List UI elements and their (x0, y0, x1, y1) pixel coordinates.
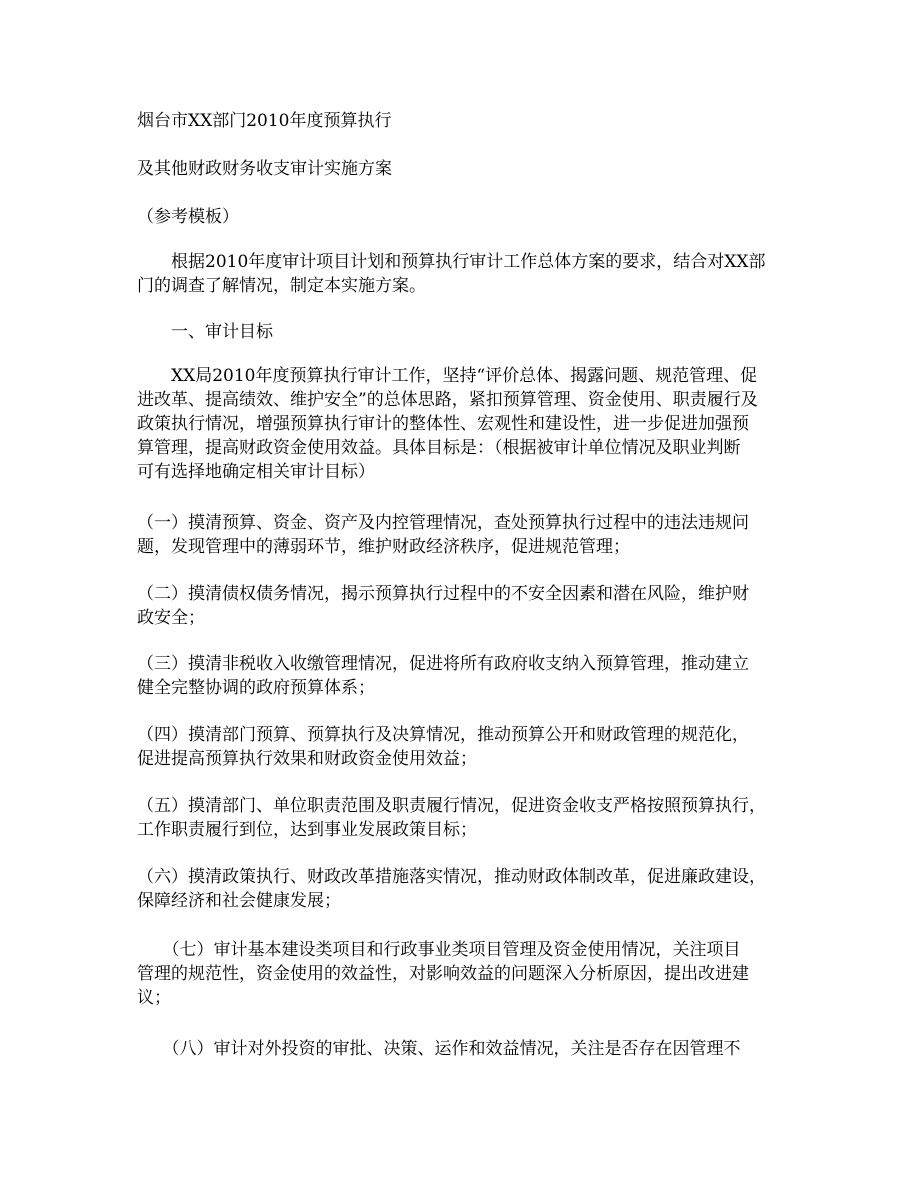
objective-line: 健全完整协调的政府预算体系； (137, 678, 375, 698)
objective-item-3 (137, 652, 787, 700)
objectives-line: 进改革、提高绩效、维护安全”的总体思路，紧扣预算管理、资金使用、职责履行及 (137, 390, 758, 410)
objective-line: （二）摸清债权债务情况，揭示预算执行过程中的不安全因素和潜在风险，维护财 (137, 584, 749, 604)
objective-item-4 (137, 723, 787, 771)
objectives-line: 可有选择地确定相关审计目标） (137, 462, 375, 482)
subtitle-text: （参考模板） (137, 207, 239, 227)
objectives-line: XX局2010年度预算执行审计工作，坚持“评价总体、揭露问题、规范管理、促 (137, 366, 758, 386)
objective-line: 议； (137, 988, 171, 1008)
objective-line: （七）审计基本建设类项目和行政事业类项目管理及资金使用情况，关注项目 (137, 940, 741, 960)
objective-line: 管理的规范性，资金使用的效益性，对影响效益的问题深入分析原因，提出改进建 (137, 964, 749, 984)
intro-paragraph (137, 250, 787, 298)
objective-item-2 (137, 582, 787, 630)
objective-item-5 (137, 794, 787, 842)
objective-line: （四）摸清部门预算、预算执行及决算情况，推动预算公开和财政管理的规范化， (137, 725, 749, 745)
objective-item-6 (137, 865, 787, 913)
objective-line: （八）审计对外投资的审批、决策、运作和效益情况，关注是否存在因管理不 (137, 1039, 741, 1059)
section-heading-audit-objectives (137, 320, 787, 344)
objective-line: 工作职责履行到位，达到事业发展政策目标； (137, 820, 477, 840)
objectives-intro-paragraph (137, 364, 787, 484)
objectives-line: 算管理，提高财政资金使用效益。具体目标是：（根据被审计单位情况及职业判断 (137, 438, 741, 458)
document-subtitle (137, 205, 787, 229)
objective-line: 政安全； (137, 608, 205, 628)
intro-line: 门的调查了解情况，制定本实施方案。 (137, 276, 426, 296)
objective-item-1 (137, 511, 787, 559)
objective-line: 促进提高预算执行效果和财政资金使用效益； (137, 749, 477, 769)
objective-item-8 (137, 1037, 787, 1061)
document-title-line-2 (137, 157, 787, 181)
title-text-2: 及其他财政财务收支审计实施方案 (137, 159, 392, 179)
objective-line: （一）摸清预算、资金、资产及内控管理情况，查处预算执行过程中的违法违规问 (137, 513, 749, 533)
objective-line: （五）摸清部门、单位职责范围及职责履行情况，促进资金收支严格按照预算执行， (137, 796, 766, 816)
objective-line: 题，发现管理中的薄弱环节，维护财政经济秩序，促进规范管理； (137, 537, 630, 557)
intro-line: 根据2010年度审计项目计划和预算执行审计工作总体方案的要求，结合对XX部 (137, 252, 766, 272)
title-text-1: 烟台市XX部门2010年度预算执行 (137, 111, 392, 131)
section-heading-text: 一、审计目标 (137, 322, 273, 342)
objective-line: 保障经济和社会健康发展； (137, 891, 341, 911)
objective-line: （六）摸清政策执行、财政改革措施落实情况，推动财政体制改革，促进廉政建设， (137, 867, 766, 887)
objective-item-7 (137, 938, 787, 1010)
objectives-line: 政策执行情况，增强预算执行审计的整体性、宏观性和建设性，进一步促进加强预 (137, 414, 749, 434)
objective-line: （三）摸清非税收入收缴管理情况，促进将所有政府收支纳入预算管理，推动建立 (137, 654, 749, 674)
document-title-line-1 (137, 109, 787, 133)
